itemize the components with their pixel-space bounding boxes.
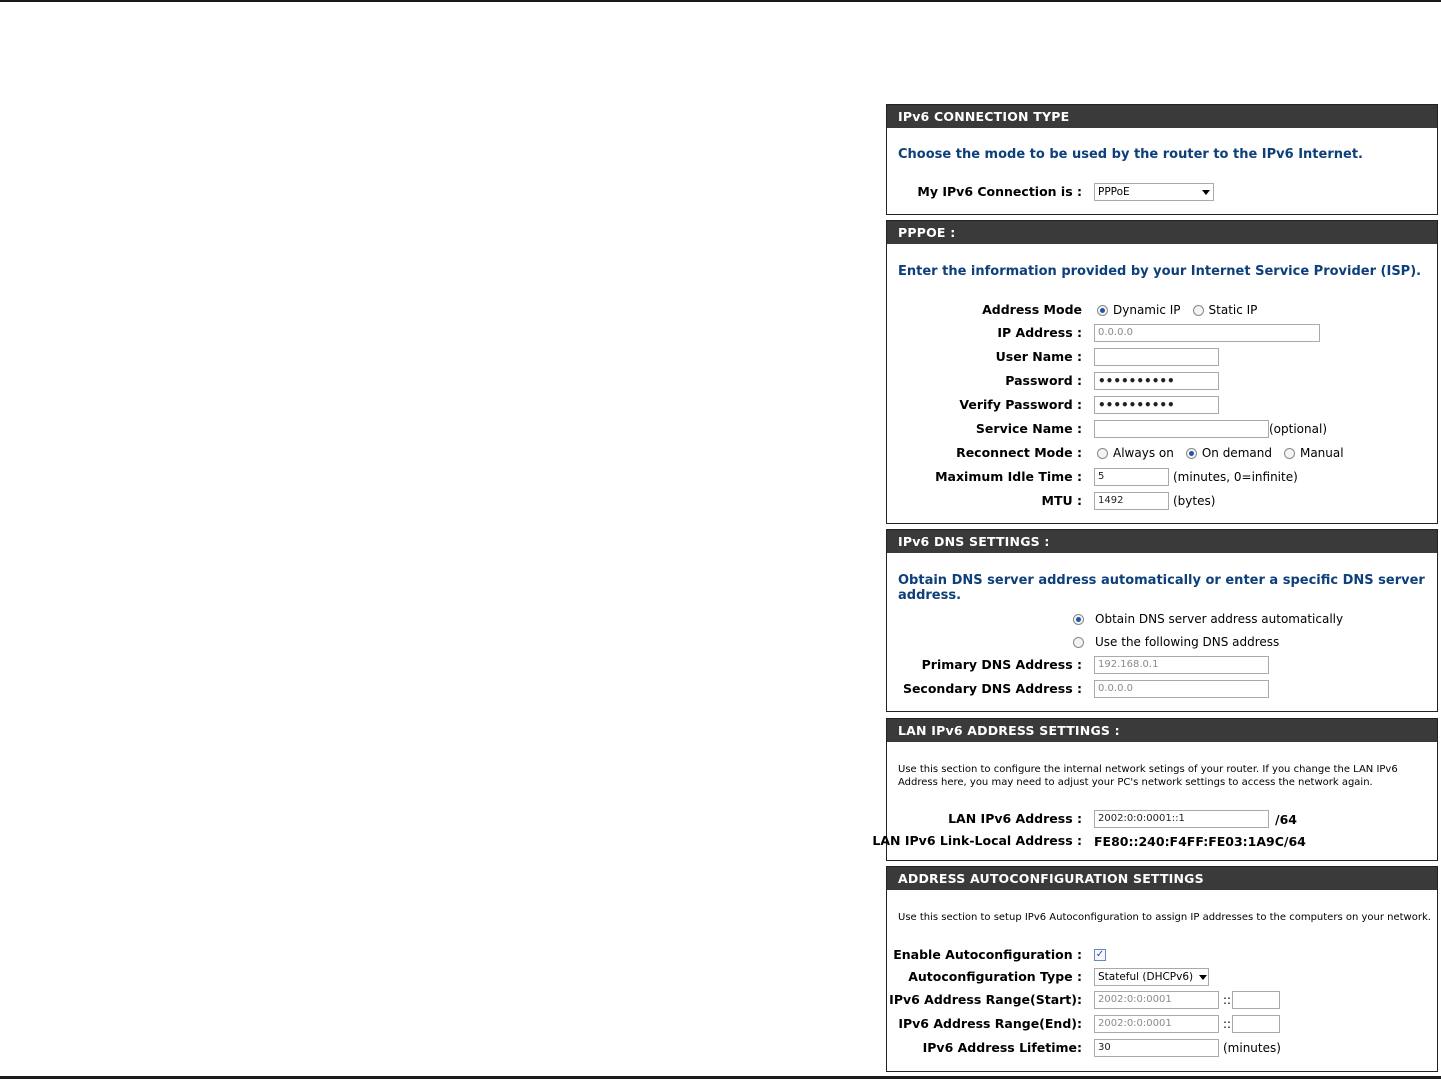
dynamic-ip-label: Dynamic IP	[1113, 303, 1181, 317]
connection-type-select[interactable]	[1094, 183, 1214, 201]
lifetime-row	[887, 1038, 1437, 1058]
connection-type-label: My IPv6 Connection is :	[917, 184, 1082, 199]
lan-ipv6-address-label: LAN IPv6 Address :	[948, 811, 1082, 826]
range-start-prefix-input[interactable]: 2002:0:0:0001	[1094, 991, 1219, 1009]
lifetime-note: (minutes)	[1223, 1041, 1281, 1055]
range-start-suffix-input[interactable]	[1232, 991, 1280, 1009]
panel-header: PPPOE :	[887, 221, 1437, 244]
dns-auto-label: Obtain DNS server address automatically	[1095, 612, 1344, 626]
dynamic-ip-radio[interactable]	[1097, 305, 1108, 316]
secondary-dns-input[interactable]: 0.0.0.0	[1094, 680, 1269, 698]
panel-header: LAN IPv6 ADDRESS SETTINGS :	[887, 719, 1437, 742]
range-end-suffix-input[interactable]	[1232, 1015, 1280, 1033]
mtu-row	[887, 491, 1437, 511]
reconnect-mode-label: Reconnect Mode :	[956, 445, 1082, 460]
secondary-dns-label: Secondary DNS Address :	[902, 681, 1082, 696]
verify-password-row	[887, 395, 1437, 415]
service-name-input[interactable]	[1094, 420, 1269, 438]
dns-manual-radio[interactable]	[1073, 637, 1084, 648]
autoconf-section-note: Use this section to setup IPv6 Autoconfiguration to assign IP addresses to the computers on your network.	[898, 912, 1431, 923]
dns-manual-row	[887, 632, 1437, 652]
service-name-row	[887, 419, 1437, 439]
service-name-label: Service Name :	[975, 421, 1082, 436]
address-mode-label: Address Mode	[982, 302, 1082, 317]
panel-description: Obtain DNS server address automatically or enter a specific DNS server address.	[898, 573, 1425, 603]
autoconf-type-label: Autoconfiguration Type :	[908, 969, 1082, 984]
ipv6-connection-type-panel	[886, 104, 1438, 215]
secondary-dns-row	[887, 679, 1437, 699]
dns-auto-radio[interactable]	[1073, 614, 1084, 625]
bottom-border-line	[0, 1076, 1441, 1079]
panel-description: Choose the mode to be used by the router to the IPv6 Internet.	[898, 147, 1363, 162]
pppoe-panel	[886, 220, 1438, 524]
range-end-row	[887, 1014, 1437, 1034]
range-end-prefix-input[interactable]: 2002:0:0:0001	[1094, 1015, 1219, 1033]
service-name-note: (optional)	[1269, 422, 1327, 436]
always-on-radio[interactable]	[1097, 448, 1108, 459]
primary-dns-input[interactable]: 192.168.0.1	[1094, 656, 1269, 674]
dns-manual-label: Use the following DNS address	[1095, 635, 1280, 649]
max-idle-time-row	[887, 467, 1437, 487]
primary-dns-row	[887, 655, 1437, 675]
address-mode-row	[887, 300, 1437, 320]
enable-autoconf-row	[887, 945, 1437, 965]
static-ip-radio[interactable]	[1193, 305, 1204, 316]
lifetime-input[interactable]: 30	[1094, 1039, 1219, 1057]
reconnect-mode-row	[887, 443, 1437, 463]
max-idle-time-label: Maximum Idle Time :	[935, 469, 1082, 484]
user-name-label: User Name :	[995, 349, 1082, 364]
chevron-down-icon	[1202, 190, 1210, 195]
connection-type-row	[887, 182, 1437, 202]
mtu-label: MTU :	[1041, 493, 1082, 508]
lan-ipv6-address-row	[887, 809, 1437, 829]
ip-address-row	[887, 323, 1437, 343]
panel-header: IPv6 CONNECTION TYPE	[887, 105, 1437, 128]
range-start-separator: ::	[1223, 993, 1232, 1007]
ipv6-dns-settings-panel	[886, 529, 1438, 712]
mtu-note: (bytes)	[1173, 494, 1216, 508]
password-input[interactable]: ••••••••••	[1094, 372, 1219, 390]
user-name-input[interactable]	[1094, 348, 1219, 366]
lifetime-label: IPv6 Address Lifetime:	[922, 1040, 1082, 1055]
enable-autoconf-checkbox[interactable]: ✓	[1095, 949, 1105, 960]
link-local-value: FE80::240:F4FF:FE03:1A9C/64	[1094, 833, 1306, 849]
chevron-down-icon	[1199, 975, 1207, 980]
connection-type-value: PPPoE	[1098, 186, 1130, 198]
panel-header: ADDRESS AUTOCONFIGURATION SETTINGS	[887, 867, 1437, 890]
lan-ipv6-address-input[interactable]: 2002:0:0:0001::1	[1094, 810, 1269, 828]
top-border-line	[0, 0, 1441, 2]
password-label: Password :	[1005, 373, 1082, 388]
lan-section-note: Use this section to configure the internal network setings of your router. If you change the LAN IPv6 Address here, you may need to adjust your PC's network settings to access the network again.	[898, 764, 1398, 788]
password-row	[887, 371, 1437, 391]
range-end-label: IPv6 Address Range(End):	[898, 1016, 1082, 1031]
ip-address-label: IP Address :	[997, 325, 1082, 340]
autoconf-type-row	[887, 967, 1437, 987]
link-local-label: LAN IPv6 Link-Local Address :	[872, 833, 1082, 848]
panel-description: Enter the information provided by your Internet Service Provider (ISP).	[898, 264, 1422, 279]
max-idle-time-note: (minutes, 0=infinite)	[1173, 470, 1298, 484]
lan-ipv6-prefix: /64	[1275, 811, 1297, 827]
max-idle-time-input[interactable]: 5	[1094, 468, 1169, 486]
manual-label: Manual	[1299, 446, 1344, 460]
range-end-separator: ::	[1223, 1017, 1232, 1031]
user-name-row	[887, 347, 1437, 367]
link-local-row	[872, 831, 1437, 851]
static-ip-label: Static IP	[1208, 303, 1258, 317]
address-autoconfiguration-panel	[886, 866, 1438, 1072]
lan-ipv6-address-panel	[872, 718, 1438, 861]
always-on-label: Always on	[1113, 446, 1174, 460]
ip-address-input[interactable]: 0.0.0.0	[1094, 324, 1320, 342]
on-demand-label: On demand	[1201, 446, 1272, 460]
panel-header: IPv6 DNS SETTINGS :	[887, 530, 1437, 553]
verify-password-label: Verify Password :	[959, 397, 1082, 412]
autoconf-type-select[interactable]	[1094, 968, 1209, 986]
range-start-row	[887, 990, 1437, 1010]
primary-dns-label: Primary DNS Address :	[921, 657, 1082, 672]
enable-autoconf-label: Enable Autoconfiguration :	[893, 947, 1082, 962]
mtu-input[interactable]: 1492	[1094, 492, 1169, 510]
verify-password-input[interactable]: ••••••••••	[1094, 396, 1219, 414]
range-start-label: IPv6 Address Range(Start):	[889, 992, 1082, 1007]
autoconf-type-value: Stateful (DHCPv6)	[1098, 971, 1194, 983]
manual-radio[interactable]	[1284, 448, 1295, 459]
on-demand-radio[interactable]	[1186, 448, 1197, 459]
dns-auto-row	[887, 609, 1437, 629]
